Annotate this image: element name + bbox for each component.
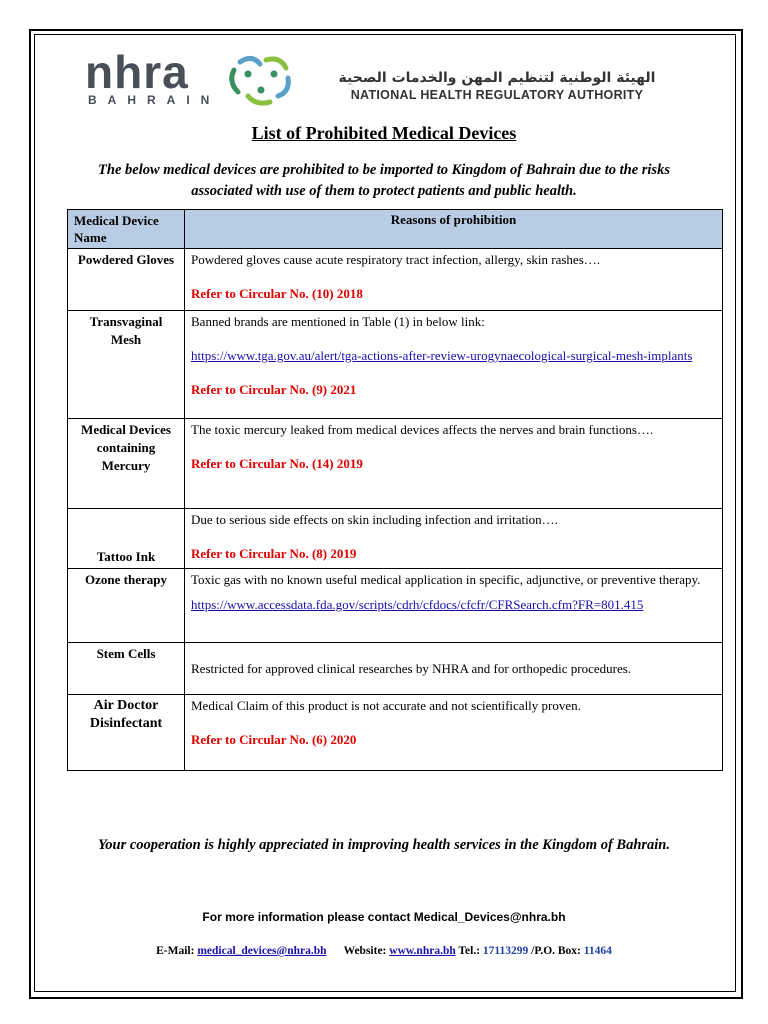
- cooperation-note: Your cooperation is highly appreciated in improving health services in the Kingdom of Bahrain.: [98, 837, 670, 853]
- circular-reference: Refer to Circular No. (6) 2020: [191, 732, 357, 747]
- table-row: [68, 695, 723, 771]
- authority-name-arabic: الهيئة الوطنية لتنظيم المهن والخدمات الصحية: [338, 70, 656, 86]
- table-row: [68, 311, 723, 419]
- reason-text: Powdered gloves cause acute respiratory tract infection, allergy, skin rashes….: [191, 252, 600, 267]
- logo-wordmark: nhra: [85, 46, 189, 98]
- email-link[interactable]: medical_devices@nhra.bh: [197, 945, 327, 957]
- column-header-reason: Reasons of prohibition: [185, 210, 723, 249]
- intro-paragraph: The below medical devices are prohibited to be imported to Kingdom of Bahrain due to the risks associated with use of them to protect patients and public health.: [98, 162, 670, 199]
- pobox-label: /P.O. Box:: [531, 945, 581, 957]
- nhra-header: [80, 48, 680, 110]
- logo-subtext: BAHRAIN: [88, 93, 221, 107]
- table-row: [68, 569, 723, 643]
- website-link[interactable]: www.nhra.bh: [389, 945, 456, 957]
- reason-text: Toxic gas with no known useful medical application in specific, adjunctive, or preventive therapy.: [191, 572, 701, 587]
- reference-link[interactable]: https://www.accessdata.fda.gov/scripts/cdrh/cfdocs/cfcfr/CFRSearch.cfm?FR=801.415: [191, 597, 644, 612]
- device-name: Air Doctor Disinfectant: [68, 695, 185, 771]
- reason-text: The toxic mercury leaked from medical devices affects the nerves and brain functions….: [191, 422, 654, 437]
- circular-reference: Refer to Circular No. (9) 2021: [191, 382, 357, 397]
- email-label: E-Mail:: [156, 945, 195, 957]
- more-info-line: For more information please contact Medical_Devices@nhra.bh: [202, 910, 566, 924]
- prohibition-reason: [185, 569, 723, 643]
- contact-line: [0, 945, 768, 957]
- device-name: Tattoo Ink: [68, 509, 185, 569]
- table-row: [68, 643, 723, 695]
- authority-name-english: NATIONAL HEALTH REGULATORY AUTHORITY: [350, 88, 644, 102]
- device-name: Stem Cells: [68, 643, 185, 695]
- reference-link[interactable]: https://www.tga.gov.au/alert/tga-actions-after-review-urogynaecological-surgical-mesh-implants: [191, 348, 693, 363]
- table-row: [68, 419, 723, 509]
- device-name: Medical Devices containing Mercury: [68, 419, 185, 509]
- circular-reference: Refer to Circular No. (10) 2018: [191, 286, 363, 301]
- nhra-emblem-icon: [226, 52, 296, 106]
- website-label: Website:: [343, 945, 387, 957]
- reason-text: Restricted for approved clinical researches by NHRA and for orthopedic procedures.: [191, 661, 632, 676]
- column-header-device-name: Medical Device Name: [68, 210, 185, 249]
- prohibition-reason: [185, 249, 723, 311]
- circular-reference: Refer to Circular No. (14) 2019: [191, 456, 363, 471]
- table-row: [68, 249, 723, 311]
- prohibited-devices-table: [67, 209, 723, 771]
- prohibition-reason: [185, 419, 723, 509]
- circular-reference: Refer to Circular No. (8) 2019: [191, 546, 357, 561]
- table-header-row: [68, 210, 723, 249]
- device-name: Transvaginal Mesh: [68, 311, 185, 419]
- prohibition-reason: [185, 311, 723, 419]
- reason-text: Medical Claim of this product is not accurate and not scientifically proven.: [191, 698, 581, 713]
- prohibition-reason: [185, 643, 723, 695]
- tel-number: 17113299: [482, 945, 529, 957]
- document-title: List of Prohibited Medical Devices: [251, 123, 517, 143]
- pobox-number: 11464: [583, 945, 612, 957]
- reason-text: Banned brands are mentioned in Table (1) in below link:: [191, 314, 485, 329]
- table-row: [68, 509, 723, 569]
- prohibition-reason: [185, 695, 723, 771]
- device-name: Powdered Gloves: [68, 249, 185, 311]
- tel-label: Tel.:: [458, 945, 481, 957]
- device-name: Ozone therapy: [68, 569, 185, 643]
- prohibition-reason: [185, 509, 723, 569]
- reason-text: Due to serious side effects on skin including infection and irritation….: [191, 512, 558, 527]
